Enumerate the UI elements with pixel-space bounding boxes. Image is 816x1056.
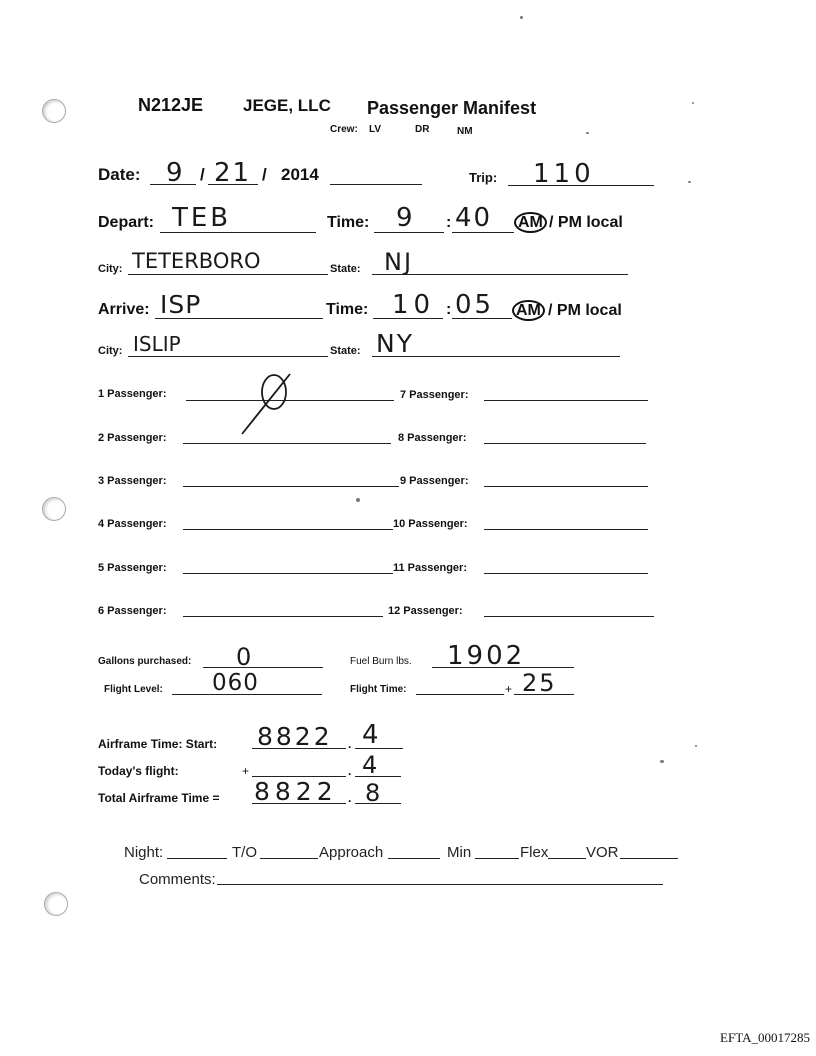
passenger-2-label: 2 Passenger: bbox=[98, 432, 167, 444]
flight-time-value: 25 bbox=[522, 669, 557, 697]
passenger-7-line bbox=[484, 400, 648, 401]
fuel-burn-label: Fuel Burn lbs. bbox=[350, 656, 412, 667]
flex-line bbox=[548, 858, 586, 859]
gallons-value: 0 bbox=[236, 643, 254, 671]
passenger-4-line bbox=[183, 529, 393, 530]
arrive-hour: 10 bbox=[392, 290, 436, 320]
trip-number: 110 bbox=[533, 159, 595, 189]
page-title: Passenger Manifest bbox=[367, 98, 537, 118]
airframe-dot: . bbox=[348, 764, 352, 778]
depart-city: TETERBORO bbox=[132, 249, 261, 273]
tail-number: N212JE bbox=[138, 95, 204, 115]
approach-label: Approach bbox=[319, 844, 384, 861]
date-year: 2014 bbox=[281, 165, 319, 184]
flight-level-value: 060 bbox=[212, 670, 259, 696]
passenger-12-label: 12 Passenger: bbox=[388, 605, 463, 617]
crew-member: DR bbox=[415, 124, 430, 135]
airframe-start-tenth: 4 bbox=[362, 720, 381, 750]
depart-minutes: 40 bbox=[455, 203, 493, 233]
total-airframe-tenth: 8 bbox=[365, 779, 383, 807]
time-colon: : bbox=[446, 214, 452, 231]
crew-member: LV bbox=[369, 124, 382, 135]
flight-time-line bbox=[416, 694, 504, 695]
crew-label: Crew: bbox=[330, 124, 358, 135]
total-airframe-whole: 8822 bbox=[254, 777, 338, 806]
passenger-4-label: 4 Passenger: bbox=[98, 518, 167, 530]
to-line bbox=[260, 858, 318, 859]
passenger-3-label: 3 Passenger: bbox=[98, 475, 167, 487]
speck bbox=[520, 16, 523, 19]
passenger-6-line bbox=[183, 616, 383, 617]
airframe-start-whole: 8822 bbox=[257, 722, 333, 751]
arrive-state: NY bbox=[376, 329, 414, 358]
night-line bbox=[167, 858, 227, 859]
flex-label: Flex bbox=[520, 844, 549, 861]
arrive-time-label: Time: bbox=[326, 301, 369, 318]
flight-time-label: Flight Time: bbox=[350, 684, 407, 695]
comments-line bbox=[217, 884, 663, 885]
approach-line bbox=[388, 858, 440, 859]
to-label: T/O bbox=[232, 844, 257, 861]
depart-airport: TEB bbox=[172, 203, 232, 233]
arrive-label: Arrive: bbox=[98, 301, 150, 318]
passenger-5-line bbox=[183, 573, 393, 574]
pm-local-label: / PM local bbox=[549, 214, 623, 231]
slashed-zero-icon bbox=[238, 370, 308, 440]
passenger-5-label: 5 Passenger: bbox=[98, 562, 167, 574]
passenger-8-line bbox=[484, 443, 646, 444]
passenger-9-label: 9 Passenger: bbox=[400, 475, 469, 487]
passenger-11-label: 11 Passenger: bbox=[393, 562, 467, 574]
arrive-city-line bbox=[128, 356, 328, 357]
passenger-11-line bbox=[484, 573, 648, 574]
date-label: Date: bbox=[98, 165, 141, 184]
todays-flight-tenth: 4 bbox=[362, 751, 380, 779]
min-label: Min bbox=[447, 844, 472, 861]
airframe-dot: . bbox=[348, 737, 352, 751]
arrive-city: ISLIP bbox=[133, 332, 181, 356]
date-year-line bbox=[330, 184, 422, 185]
arrive-airport: ISP bbox=[160, 290, 202, 319]
vor-label: VOR bbox=[586, 844, 619, 861]
speck bbox=[695, 745, 697, 747]
date-slash: / bbox=[262, 165, 267, 184]
gallons-label: Gallons purchased: bbox=[98, 656, 192, 667]
passenger-6-label: 6 Passenger: bbox=[98, 605, 167, 617]
date-month: 9 bbox=[166, 158, 185, 188]
speck bbox=[688, 181, 691, 183]
todays-flight-plus: + bbox=[242, 764, 250, 778]
document-id: EFTA_00017285 bbox=[720, 1030, 810, 1045]
min-line bbox=[475, 858, 519, 859]
passenger-10-line bbox=[484, 529, 648, 530]
airframe-dot: . bbox=[348, 791, 352, 805]
passenger-9-line bbox=[484, 486, 648, 487]
passenger-8-label: 8 Passenger: bbox=[398, 432, 467, 444]
date-day: 21 bbox=[214, 158, 252, 188]
depart-city-label: City: bbox=[98, 263, 123, 275]
fuel-burn-value: 1902 bbox=[447, 641, 526, 671]
comments-label: Comments: bbox=[139, 871, 216, 888]
flight-time-plus: + bbox=[505, 682, 513, 696]
todays-flight-label: Today's flight: bbox=[98, 764, 179, 778]
depart-hour: 9 bbox=[396, 203, 415, 233]
am-circled bbox=[512, 300, 545, 321]
am-circled bbox=[514, 212, 547, 233]
passenger-12-line bbox=[484, 616, 654, 617]
passenger-3-line bbox=[183, 486, 399, 487]
gallons-line bbox=[203, 667, 323, 668]
punch-hole-bottom bbox=[44, 892, 68, 916]
depart-state: NJ bbox=[384, 248, 414, 276]
passenger-7-label: 7 Passenger: bbox=[400, 389, 469, 401]
speck bbox=[586, 132, 589, 134]
depart-label: Depart: bbox=[98, 214, 155, 231]
arrive-state-label: State: bbox=[330, 345, 361, 357]
night-label: Night: bbox=[124, 844, 164, 861]
company-name: JEGE, LLC bbox=[243, 96, 331, 115]
time-colon: : bbox=[446, 301, 452, 318]
passenger-zero-mark bbox=[238, 370, 308, 445]
depart-city-line bbox=[128, 274, 328, 275]
speck bbox=[660, 760, 664, 763]
date-slash: / bbox=[200, 165, 205, 184]
crew-member: NM bbox=[457, 126, 473, 137]
arrive-city-label: City: bbox=[98, 345, 123, 357]
flight-level-label: Flight Level: bbox=[104, 684, 163, 695]
passenger-10-label: 10 Passenger: bbox=[393, 518, 468, 530]
trip-label: Trip: bbox=[469, 170, 498, 185]
pm-local-label: / PM local bbox=[548, 302, 622, 319]
speck bbox=[356, 498, 360, 502]
am-indicator: AM bbox=[512, 300, 545, 321]
arrive-minutes: 05 bbox=[455, 290, 495, 320]
total-airframe-label: Total Airframe Time = bbox=[98, 791, 220, 805]
passenger-1-label: 1 Passenger: bbox=[98, 388, 167, 400]
vor-line bbox=[620, 858, 678, 859]
punch-hole-middle bbox=[42, 497, 66, 521]
speck bbox=[692, 102, 694, 104]
airframe-start-label: Airframe Time: Start: bbox=[98, 737, 218, 751]
depart-state-label: State: bbox=[330, 263, 361, 275]
depart-time-label: Time: bbox=[327, 214, 370, 231]
punch-hole-top bbox=[42, 99, 66, 123]
am-indicator: AM bbox=[514, 212, 547, 233]
